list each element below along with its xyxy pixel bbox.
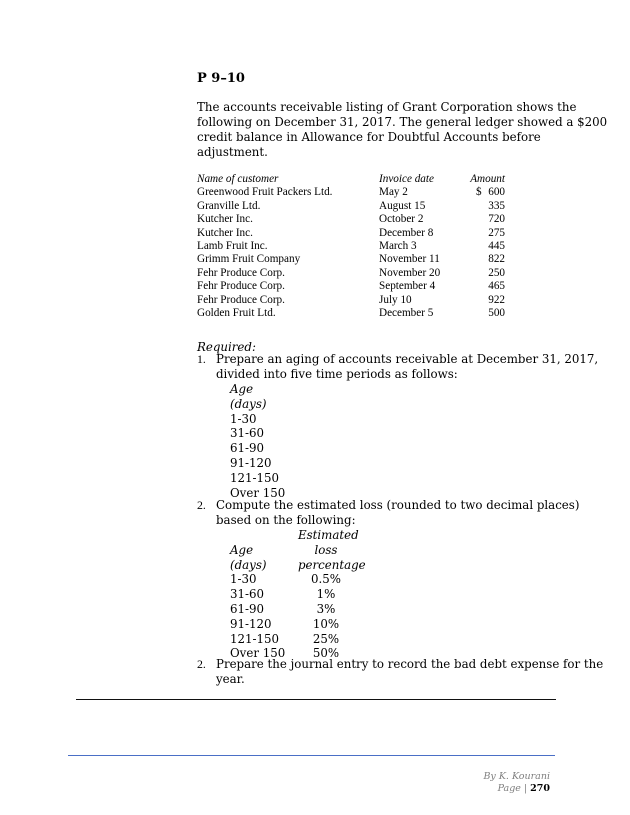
amount: 720 [488, 213, 505, 226]
currency-symbol: $ [476, 186, 482, 199]
loss-table [230, 528, 400, 661]
item-number: 1. [197, 352, 206, 366]
footer-author: By K. Kourani [483, 771, 550, 782]
age-header: Age [230, 382, 254, 396]
customer-name: Golden Fruit Ltd. [197, 306, 276, 319]
age-range: 31-60 [230, 587, 265, 602]
age-range: Over 150 [230, 646, 286, 661]
table-row [197, 253, 517, 266]
customer-name: Grimm Fruit Company [197, 253, 301, 266]
invoice-date: July 10 [379, 293, 412, 306]
loss-header-row [230, 543, 400, 558]
item-text [216, 657, 603, 687]
period: 31-60 [230, 426, 265, 441]
intro-line: adjustment. [197, 145, 268, 159]
table-row [197, 307, 517, 320]
loss-percentage: 1% [316, 587, 336, 602]
table-row [230, 602, 400, 617]
table-row [197, 294, 517, 307]
table-row [197, 267, 517, 280]
invoice-date: December 5 [379, 306, 434, 319]
loss-percentage: 10% [312, 616, 340, 631]
amount: 250 [488, 266, 505, 279]
customer-name: Kutcher Inc. [197, 226, 253, 239]
invoice-date: May 2 [379, 186, 408, 199]
header-date: Invoice date [379, 173, 434, 185]
item-number: 2. [197, 657, 206, 671]
table-row [197, 186, 517, 199]
table-row [197, 240, 517, 253]
loss-col-header: Estimated [298, 528, 359, 542]
age-range: 91-120 [230, 616, 272, 631]
table-row [230, 617, 400, 632]
loss-header-row [230, 558, 400, 573]
loss-percentage: 25% [312, 631, 340, 646]
intro-line: credit balance in Allowance for Doubtful Accounts before [197, 130, 541, 144]
amount: 335 [488, 199, 505, 212]
invoice-date: September 4 [379, 280, 436, 293]
customer-name: Kutcher Inc. [197, 213, 253, 226]
amount: 922 [488, 293, 505, 306]
item-number: 2. [197, 498, 206, 512]
loss-col-header: percentage [298, 557, 366, 572]
invoice-date: November 20 [379, 266, 441, 279]
item-line: Prepare the journal entry to record the bad debt expense for the [216, 657, 604, 671]
table-row [197, 280, 517, 293]
problem-intro [197, 100, 608, 160]
table-row [197, 213, 517, 226]
age-col-header: (days) [230, 557, 267, 572]
footer-page [483, 783, 550, 795]
amount: 465 [488, 280, 505, 293]
days-header: (days) [230, 396, 267, 411]
customer-name: Fehr Produce Corp. [197, 280, 285, 293]
intro-line: following on December 31, 2017. The general ledger showed a $200 [197, 115, 608, 129]
table-row [230, 632, 400, 647]
amount: 500 [488, 306, 505, 319]
table-row [230, 572, 400, 587]
table-row [230, 587, 400, 602]
problem-title: P 9–10 [197, 71, 245, 86]
loss-col-header: loss [314, 542, 338, 557]
intro-line: The accounts receivable listing of Grant Corporation shows the [197, 100, 577, 114]
loss-percentage: 0.5% [311, 572, 341, 587]
invoice-date: November 11 [379, 253, 440, 266]
footer-divider [68, 755, 555, 756]
item-line: divided into five time periods as follows: [216, 367, 458, 381]
age-range: 121-150 [230, 631, 280, 646]
period: Over 150 [230, 485, 286, 500]
age-range: 61-90 [230, 601, 265, 616]
required-heading: Required: [197, 340, 256, 354]
amount: 445 [488, 239, 505, 252]
period: 121-150 [230, 470, 280, 485]
invoice-date: December 8 [379, 226, 434, 239]
amount: 822 [488, 253, 505, 266]
table-row [197, 200, 517, 213]
invoice-date: October 2 [379, 213, 424, 226]
loss-percentage: 3% [316, 601, 336, 616]
item-line: Compute the estimated loss (rounded to two decimal places) [216, 498, 580, 512]
invoice-date: August 15 [379, 199, 426, 212]
header-name: Name of customer [197, 173, 279, 185]
customer-table-header [197, 173, 517, 186]
age-col-header: Age [230, 542, 254, 557]
customer-name: Fehr Produce Corp. [197, 293, 285, 306]
table-row [197, 227, 517, 240]
customer-name: Fehr Produce Corp. [197, 266, 285, 279]
page-number: 270 [530, 783, 550, 794]
section-divider [76, 699, 556, 700]
loss-percentage: 50% [312, 646, 340, 661]
amount: 600 [488, 186, 505, 199]
loss-header-row [230, 528, 400, 543]
customer-name: Greenwood Fruit Packers Ltd. [197, 186, 333, 199]
header-amount: Amount [470, 173, 505, 185]
age-range: 1-30 [230, 572, 257, 587]
amount: 275 [488, 226, 505, 239]
item-text [216, 352, 598, 382]
page-prefix: Page | [497, 783, 528, 794]
item-text [216, 498, 579, 528]
invoice-date: March 3 [379, 239, 417, 252]
customer-name: Lamb Fruit Inc. [197, 239, 268, 252]
item-line: Prepare an aging of accounts receivable at December 31, 2017, [216, 352, 599, 366]
period: 61-90 [230, 441, 265, 456]
customer-table [197, 173, 517, 320]
item-line: year. [216, 672, 245, 686]
period: 91-120 [230, 455, 272, 470]
period: 1-30 [230, 411, 257, 426]
item-line: based on the following: [216, 513, 356, 527]
aging-periods [230, 382, 285, 500]
customer-name: Granville Ltd. [197, 199, 261, 212]
page-footer [483, 771, 550, 795]
